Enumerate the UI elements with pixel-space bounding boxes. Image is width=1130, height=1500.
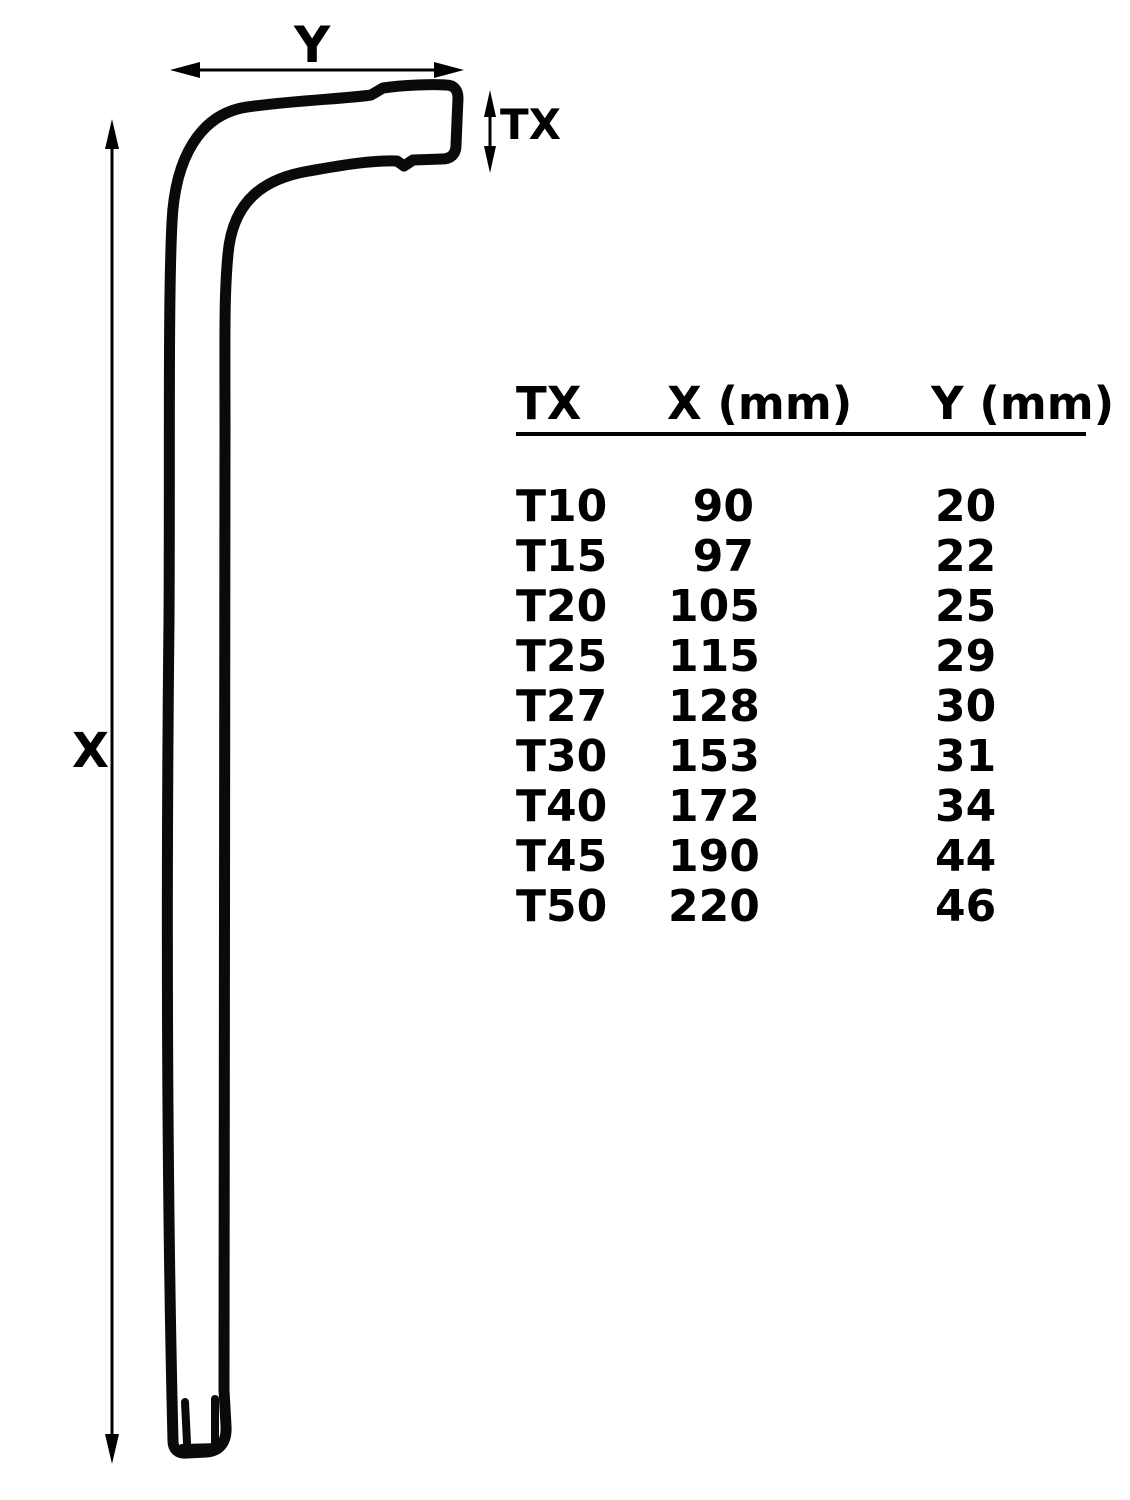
cell-tx: T20 xyxy=(516,581,608,632)
cell-y-mm: 22 xyxy=(935,531,997,582)
dim-label-x: X xyxy=(72,723,110,779)
cell-tx: T15 xyxy=(516,531,608,582)
col-header-y-mm: Y (mm) xyxy=(931,377,1115,430)
table-row xyxy=(516,482,1086,532)
table-row xyxy=(516,832,1086,882)
cell-y-mm: 31 xyxy=(935,731,997,782)
cell-y-mm: 34 xyxy=(935,781,997,832)
torx-tip-lobes xyxy=(182,1399,220,1448)
table-header-row xyxy=(516,377,1115,436)
cell-tx: T25 xyxy=(516,631,608,682)
cell-y-mm: 29 xyxy=(935,631,997,682)
cell-x-mm: 172 xyxy=(668,781,760,832)
x-dimension-arrow xyxy=(105,119,119,1464)
cell-tx: T45 xyxy=(516,831,608,882)
cell-y-mm: 44 xyxy=(935,831,997,882)
cell-y-mm: 25 xyxy=(935,581,997,632)
cell-tx: T10 xyxy=(516,481,608,532)
cell-tx: T27 xyxy=(516,681,608,732)
table-row xyxy=(516,532,1086,582)
table-row xyxy=(516,732,1086,782)
table-row xyxy=(516,782,1086,832)
cell-tx: T40 xyxy=(516,781,608,832)
cell-tx: T30 xyxy=(516,731,608,782)
cell-tx: T50 xyxy=(516,881,608,932)
table-row xyxy=(516,632,1086,682)
table-row xyxy=(516,582,1086,632)
cell-x-mm: 220 xyxy=(668,881,760,932)
size-spec-table xyxy=(516,377,1115,932)
cell-x-mm: 97 xyxy=(692,531,754,582)
cell-y-mm: 46 xyxy=(935,881,997,932)
cell-x-mm: 128 xyxy=(668,681,760,732)
cell-x-mm: 105 xyxy=(668,581,760,632)
cell-y-mm: 20 xyxy=(935,481,997,532)
cell-x-mm: 90 xyxy=(692,481,754,532)
cell-x-mm: 153 xyxy=(668,731,760,782)
table-row xyxy=(516,682,1086,732)
cell-y-mm: 30 xyxy=(935,681,997,732)
table-row xyxy=(516,882,1086,932)
dim-label-y: Y xyxy=(294,16,331,74)
dim-label-tx: TX xyxy=(500,100,562,149)
col-header-tx: TX xyxy=(516,377,582,430)
cell-x-mm: 190 xyxy=(668,831,760,882)
tx-dimension-arrow xyxy=(484,90,496,173)
col-header-x-mm: X (mm) xyxy=(667,377,853,430)
table-body xyxy=(516,482,1086,932)
cell-x-mm: 115 xyxy=(668,631,760,682)
torx-key-outline xyxy=(167,85,458,1454)
